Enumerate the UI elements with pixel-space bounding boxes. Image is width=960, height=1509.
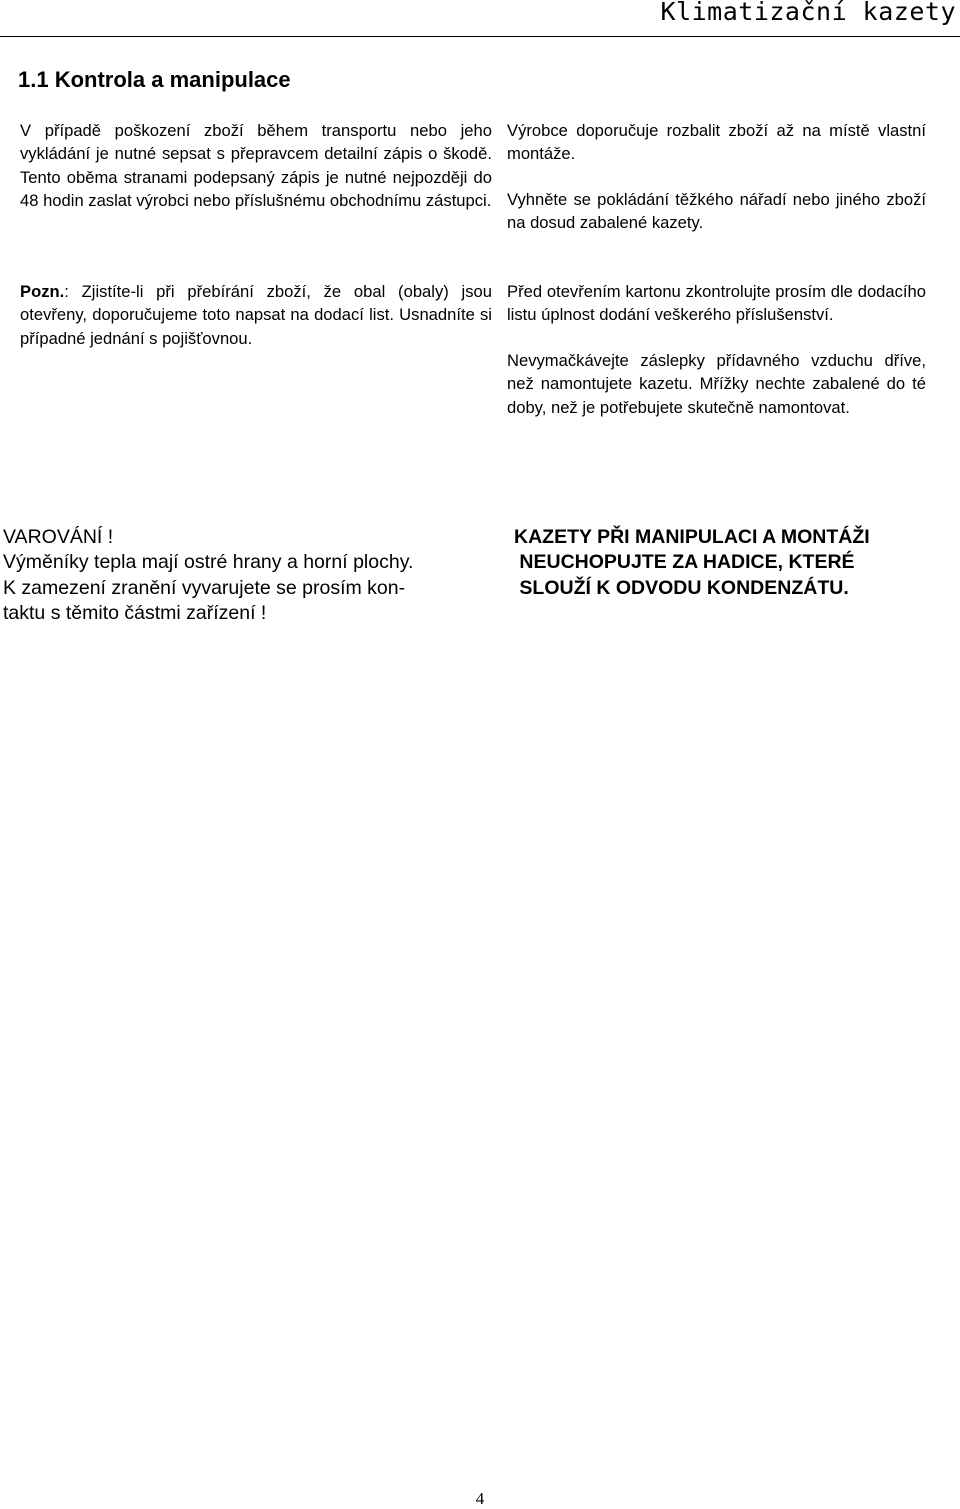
heavy-tools-paragraph: Vyhněte se pokládání těžkého nářadí nebo jiného zboží na dosud zabalené kazety. bbox=[507, 189, 926, 233]
note-paragraph bbox=[20, 280, 492, 350]
handling-caution-block bbox=[514, 525, 934, 601]
note-label: Pozn. bbox=[20, 282, 65, 301]
caution-line-3: SLOUŽÍ K ODVODU KONDENZÁTU. bbox=[514, 576, 849, 599]
warning-heading: VAROVÁNÍ ! bbox=[3, 526, 114, 548]
unpacking-advice-column bbox=[507, 119, 926, 235]
damage-report-paragraph: V případě poškození zboží během transportu nebo jeho vykládání je nutné sepsat s přepravcem detailní zápis o škodě. Tento oběma stranami podepsaný zápis je nutné nejpozději do 48 hodin zaslat výrobci nebo příslušnému obchodnímu zástupci. bbox=[20, 121, 492, 211]
note-column bbox=[20, 280, 492, 350]
accessories-column bbox=[507, 280, 926, 419]
header-divider bbox=[0, 36, 960, 37]
running-header-title: Klimatizační kazety bbox=[660, 0, 956, 26]
section-title: 1.1 Kontrola a manipulace bbox=[18, 67, 291, 92]
warning-line-2: K zamezení zranění vyvarujete se prosím kon- bbox=[3, 576, 406, 599]
warning-line-3: taktu s těmito částmi zařízení ! bbox=[3, 602, 267, 625]
check-accessories-paragraph: Před otevřením kartonu zkontrolujte prosím dle dodacího listu úplnost dodání veškerého příslušenství. bbox=[507, 282, 926, 325]
damage-report-column bbox=[20, 119, 492, 213]
warning-line-1: Výměníky tepla mají ostré hrany a horní plochy. bbox=[3, 551, 414, 574]
unpack-on-site-paragraph: Výrobce doporučuje rozbalit zboží až na místě vlastní montáže. bbox=[507, 121, 926, 164]
warning-block bbox=[3, 525, 473, 627]
caution-line-1: KAZETY PŘI MANIPULACI A MONTÁŽI bbox=[514, 526, 870, 548]
plugs-and-grilles-paragraph: Nevymačkávejte záslepky přídavného vzduchu dříve, než namontujete kazetu. Mřížky nechte zabalené do té doby, než je potřebujete skutečně namontovat. bbox=[507, 350, 926, 417]
page-number: 4 bbox=[475, 1489, 485, 1508]
note-text: : Zjistíte-li při přebírání zboží, že obal (obaly) jsou otevřeny, doporučujeme toto napsat na dodací list. Usnadníte si případné jednání s pojišťovnou. bbox=[20, 282, 492, 348]
caution-line-2: NEUCHOPUJTE ZA HADICE, KTERÉ bbox=[514, 551, 855, 574]
